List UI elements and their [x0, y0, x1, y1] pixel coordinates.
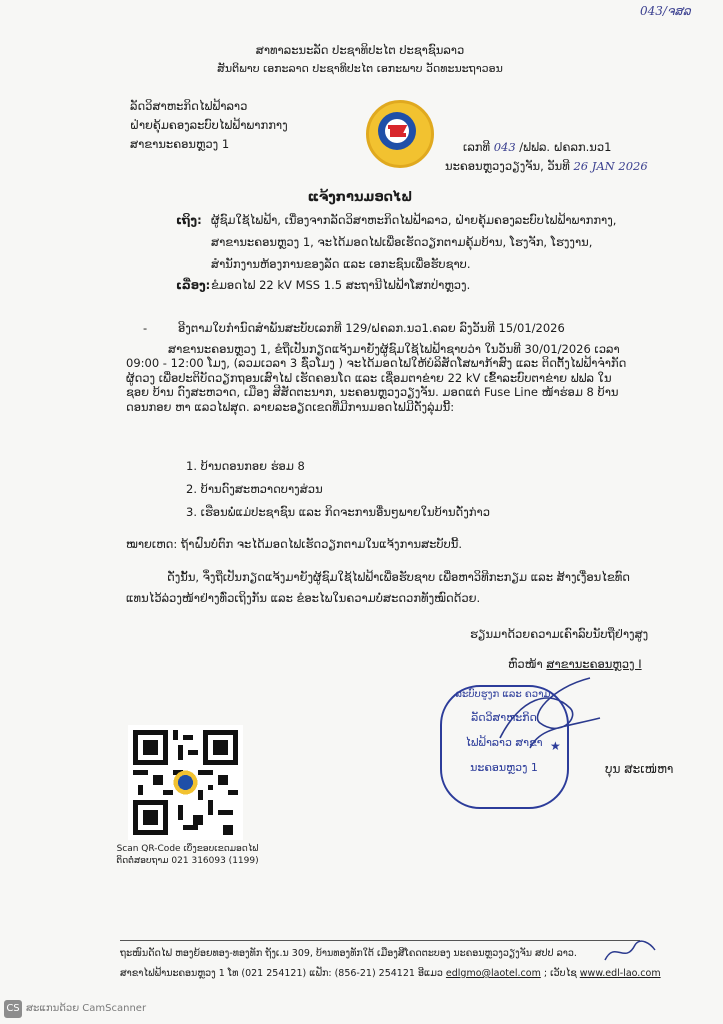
signatory-title-main: ສາຂານະຄອນຫຼວງ I — [546, 657, 642, 671]
reference-number-handwritten: 043 — [493, 140, 516, 154]
national-header-line2: ສັນຕິພາບ ເອກະລາດ ປະຊາທິປະໄຕ ເອກະພາບ ວັດທະນະຖາວອນ — [217, 62, 503, 75]
qr-code[interactable] — [128, 725, 243, 840]
paragraph-main-line5: ດອນກອຍ ຫາ ແລວໄຟສຸດ. ລາຍລະອຽດເຂດທີ່ມີການມອດໄຟມີດັ່ງລຸ່ມນີ້: — [126, 399, 455, 414]
area-item: 1. ບ້ານດອນກອຍ ຮ່ອມ 8 — [186, 459, 305, 473]
camscanner-watermark: ສະແກນດ້ວຍ CamScanner — [26, 1003, 147, 1014]
org-branch: ສາຂານະຄອນຫຼວງ 1 — [130, 137, 230, 151]
paragraph-main-line2: 09:00 - 12:00 ໂມງ, (ລວມເວລາ 3 ຊົ່ວໂມງ ) ຈະໄດ້ມອດໄຟໃຫ້ບໍລິສັດໂສພາກ້າສົງ ແລະ ຕິດຕັ້ງໄຟຟ້າຈຳກັດ — [126, 356, 627, 371]
reference-date — [445, 159, 648, 173]
qr-caption-line1: Scan QR-Code ເບິ່ງຂອບເຂດມອດໄຟ — [116, 844, 259, 854]
reference-date-handwritten: 26 JAN 2026 — [573, 159, 648, 173]
signatory-title-prefix: ຫົວໜ້າ — [508, 657, 543, 671]
reference-bullet-dash: - — [143, 321, 148, 335]
footer-website-link[interactable]: www.edl-lao.com — [579, 968, 661, 979]
reference-date-label: ນະຄອນຫຼວງວຽງຈັນ, ວັນທີ — [445, 159, 570, 173]
area-item: 2. ບ້ານດົງສະຫວາດບາງສ່ວນ — [186, 482, 323, 496]
national-header-line1: ສາທາລະນະລັດ ປະຊາທິປະໄຕ ປະຊາຊົນລາວ — [255, 43, 465, 57]
footer-initials-signature — [600, 935, 660, 970]
reference-number-label: ເລກທີ — [463, 140, 491, 154]
org-name: ລັດວິສາຫະກິດໄຟຟ້າລາວ — [130, 99, 248, 113]
reference-number — [463, 140, 611, 154]
handwritten-reference-note: 043/ຈສລ — [640, 4, 691, 18]
footer-contact — [120, 968, 661, 980]
reference-number-suffix: /ຟຟລ. ຝຄລກ.ນວ1 — [519, 140, 612, 154]
stamp-middle-text: ໄຟຟ້າລາວ ສາຂາ — [465, 736, 543, 749]
paragraph-main-line4: ຊອຍ ບ້ານ ດົງສະຫວາດ, ເມືອງ ສີສັດຕະນາກ, ນະຄອນຫຼວງວຽງຈັນ. ມອດແຕ່ Fuse Line ໜ້າຮ່ອມ 8 ບ້ານ — [126, 385, 619, 400]
paragraph-main — [126, 342, 686, 414]
document-title: ແຈ້ງການມອດໄຟ — [307, 190, 413, 205]
stamp-top-text: ລັດວິສາຫະກິດ — [471, 711, 537, 724]
qr-caption-line2: ຕິດຕໍ່ສອບຖາມ 021 316093 (1199) — [116, 856, 259, 866]
paragraph-main-line1: ສາຂານະຄອນຫຼວງ 1, ຂໍຖືເປັນກຽດແຈ້ງມາຍັງຜູ້ຊົມໃຊ້ໄຟຟ້າຊາບວ່າ ໃນວັນທີ 30/01/2026 ເວລາ — [168, 342, 620, 356]
subject-text: ຂໍມອດໄຟ 22 kV MSS 1.5 ສະຖານີໄຟຟ້າໂສກປ່າຫຼວງ. — [211, 278, 471, 292]
recipients-line1: ຜູ້ຊົມໃຊ້ໄຟຟ້າ, ເນື່ອງຈາກລັດວິສາຫະກິດໄຟຟ້າລາວ, ຝ່າຍຄຸ້ມຄອງລະບົບໄຟຟ້າພາກກາງ, — [211, 213, 617, 227]
closing-paragraph-line2: ແທນໄວ້ລ່ວງໜ້າຢ່າງທົ່ວເຖິງກັນ ແລະ ຂໍອະໄພໃນຄວາມບໍ່ສະດວກທັງໝົດດ້ວຍ. — [126, 591, 481, 605]
official-stamp — [440, 685, 569, 809]
footer-divider — [120, 940, 640, 941]
reference-bullet: ອີງຕາມໃບກຳນົດສຳພັນສະບັບເລກທີ 129/ຝຄລກ.ນວ1.ຄລຍ ລົງວັນທີ 15/01/2026 — [178, 321, 565, 335]
rain-note: ໝາຍເຫດ: ຖ້າຝົນບໍ່ຕົກ ຈະໄດ້ມອດໄຟເຮັດວຽກຕາມໃນແຈ້ງການສະບັບນີ້. — [126, 537, 463, 551]
footer-address: ຖະໜົນດັດໄຟ ຫອງຍ້ອຍທອງ-ທອງທັກ ຖັງເ.ນ 309, ບ້ານທອງທັກໃຕ້ ເມືອງສີໂຄດຕະບອງ ນະຄອນຫຼວງວຽງຈັນ ສປປ ລາວ. — [120, 948, 577, 959]
paragraph-main-line3: ຜູ້ດວງ ເພື່ອປະຕິບັດວຽກຖອນເສົາໄຟ ເຮັດຄອນໂດ ແລະ ເຊື່ອມຕາຂ່າຍ 22 kV ເຂົ້າລະບົບຕາຂ່າຍ ຟຟລ ໃນ — [126, 370, 612, 385]
stamp-ring-text: ລະບົບຮູງກ ແລະ ຄວາມ — [455, 689, 551, 700]
edl-logo — [366, 100, 434, 168]
stamp-star-icon: ★ — [550, 739, 561, 753]
closing-salutation: ຮຽນມາດ້ວຍຄວາມເຄົາລົບນັບຖືຢ່າງສູງ — [470, 627, 649, 641]
recipients-label: ເຖິງ: — [176, 213, 202, 227]
footer-website-label: ; ເວັບໄຊ — [543, 968, 577, 979]
recipients-line2: ສາຂານະຄອນຫຼວງ 1, ຈະໄດ້ມອດໄຟເພື່ອເຮັດວຽກຕາມຄຸ້ມບ້ານ, ໂຮງຈັກ, ໂຮງງານ, — [211, 235, 593, 249]
signatory-name: ບຸນ ສະເໜ່ຫາ — [605, 762, 674, 776]
stamp-bottom-text: ນະຄອນຫຼວງ 1 — [470, 761, 538, 774]
footer-contact-phones: ສາຂາໄຟຟ້ານະຄອນຫຼວງ 1 ໂທ (021 254121) ແຟັກ: (856-21) 254121 ອີແມວ — [120, 968, 443, 979]
recipients-line3: ສຳນັກງານຫ້ອງການຂອງລັດ ແລະ ເອກະຊົນເພື່ອຮັບຊາບ. — [211, 257, 471, 271]
edl-logo-icon — [366, 100, 428, 162]
subject-label: ເລື່ອງ: — [176, 278, 211, 292]
closing-paragraph-line1: ດັ່ງນັ້ນ, ຈຶ່ງຖືເປັນກຽດແຈ້ງມາຍັງຜູ້ຊົມໃຊ້ໄຟຟ້າເພື່ອຮັບຊາບ ເພື່ອຫາວິທີກະກຽມ ແລະ ສ້າງເງື່ອນໄຂທົດ — [167, 570, 630, 584]
footer-email-link[interactable]: edlgmo@laotel.com — [445, 968, 541, 979]
area-item: 3. ເຮືອນພໍ່ແມ່ປະຊາຊົນ ແລະ ກິດຈະການອື່ນໆພາຍໃນບ້ານດັ່ງກ່າວ — [186, 505, 490, 519]
camscanner-logo-icon: CS — [4, 1000, 22, 1018]
org-division: ຝ່າຍຄຸ້ມຄອງລະບົບໄຟຟ້າພາກກາງ — [130, 118, 288, 132]
qr-code-icon — [128, 725, 243, 840]
qr-caption — [100, 843, 275, 867]
